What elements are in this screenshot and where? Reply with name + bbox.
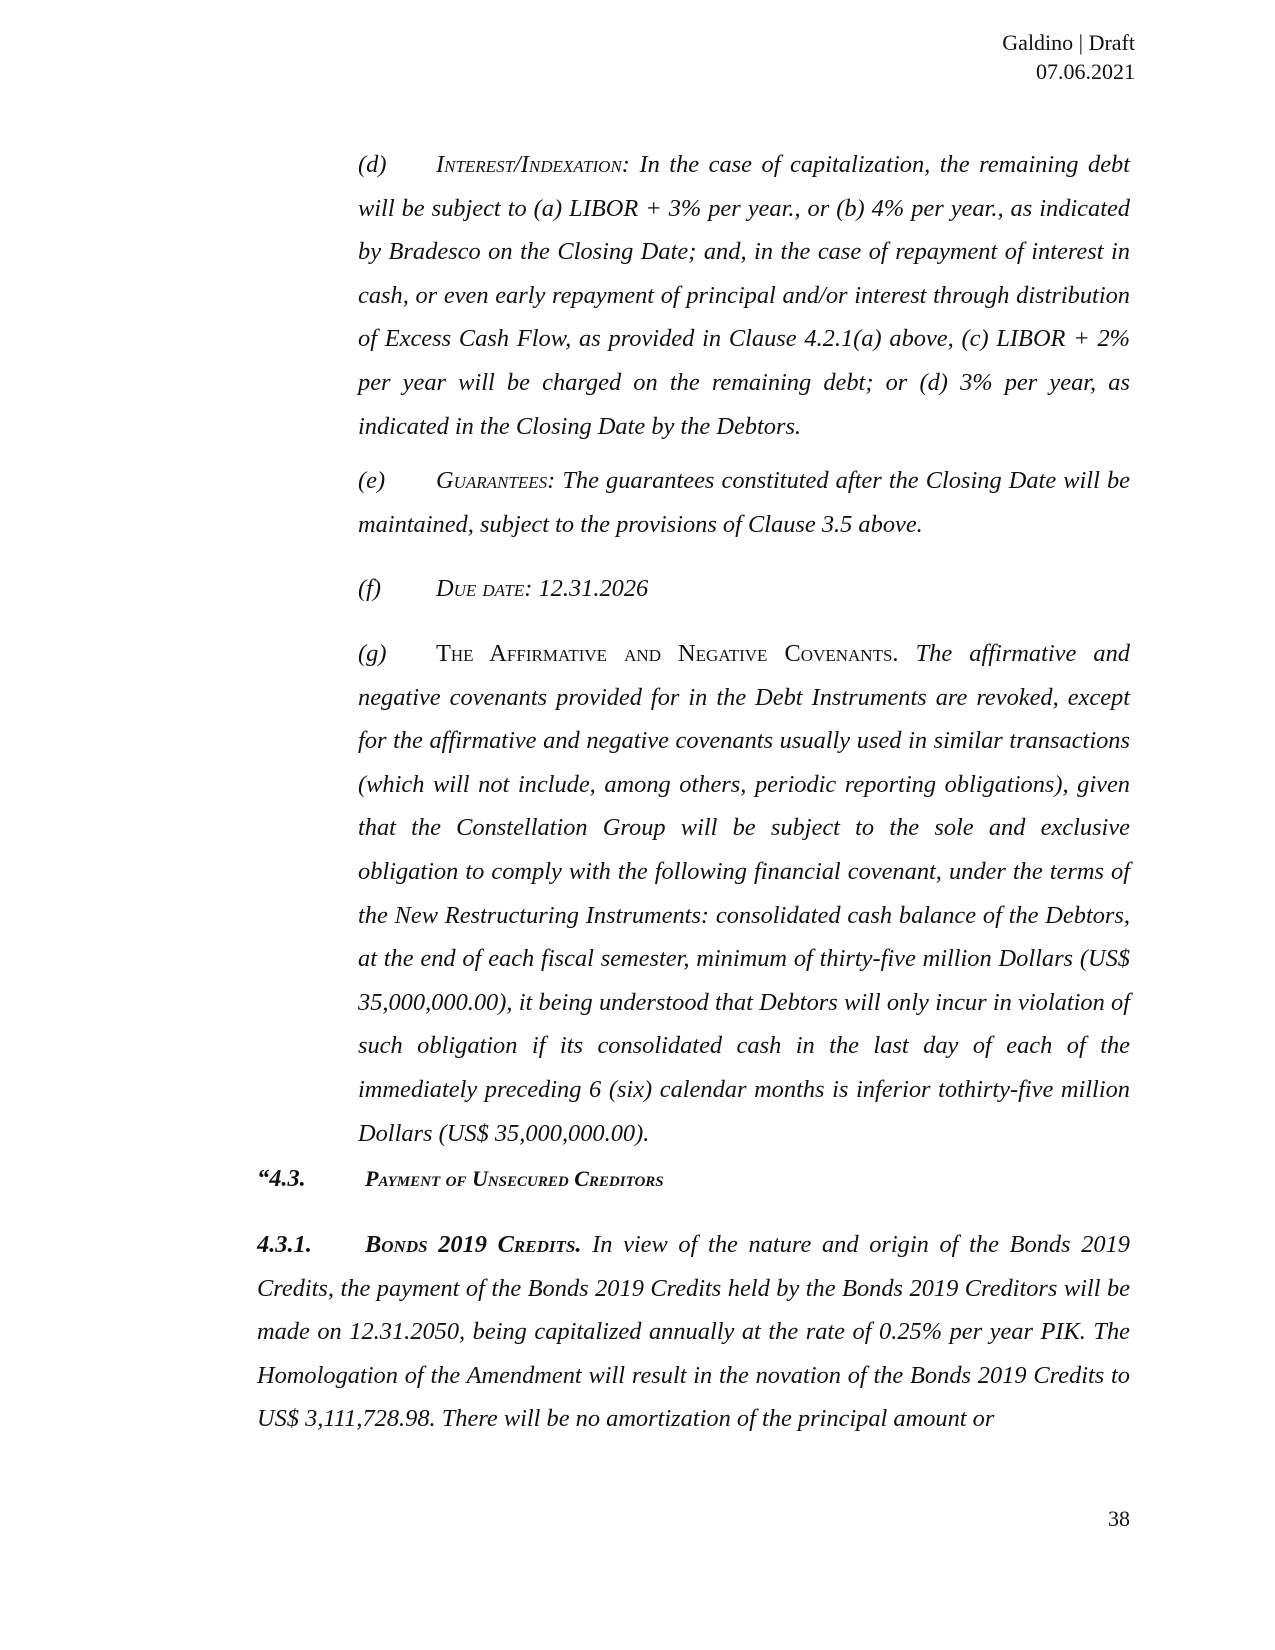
- section-4-3-1-title-a: Bonds: [365, 1231, 439, 1258]
- section-4-3-1-title-b: Credits.: [487, 1231, 582, 1258]
- header-date: 07.06.2021: [1036, 59, 1135, 84]
- item-d-title: Interest/Indexation:: [436, 151, 630, 178]
- section-4-3-number: “4.3.: [257, 1165, 306, 1192]
- item-e-title: Guarantees:: [436, 467, 556, 494]
- item-e-guarantees: [358, 459, 1130, 546]
- section-4-3-title: Payment of Unsecured Creditors: [365, 1166, 664, 1191]
- item-d-text: In the case of capitalization, the remaining debt will be subject to (a) LIBOR + 3% per year., or (b) 4% per year., as indicated by Bradesco on the Closing Date; and, in the case of repayment of interest in cash, or even early repayment of principal and/or interest through distribution of Excess Cash Flow, as provided in Clause 4.2.1(a) above, (c) LIBOR + 2% per year will be charged on the remaining debt; or (d) 3% per year, as indicated in the Closing Date by the Debtors.: [358, 151, 1130, 440]
- item-f-title: Due date:: [436, 575, 533, 602]
- item-d-interest-indexation: [358, 143, 1130, 448]
- item-f-text: 12.31.2026: [532, 575, 649, 602]
- header-draft-label: Galdino | Draft: [1002, 30, 1135, 55]
- section-4-3-1-paragraph: [257, 1223, 1130, 1441]
- item-f-due-date: [358, 567, 1130, 611]
- item-g-title: The Affirmative and Negative Covenants.: [436, 640, 899, 667]
- item-f-marker: (f): [358, 575, 382, 602]
- item-g-text: The affirmative and negative covenants provided for in the Debt Instruments are revoked, except for the affirmative and negative covenants usually used in similar transactions (which will not include, among others, periodic reporting obligations), given that the Constellation Group will be subject to the sole and exclusive obligation to comply with the following financial covenant, under the terms of the New Restructuring Instruments: consolidated cash balance of the Debtors, at the end of each fiscal semester, minimum of thirty-five million Dollars (US$ 35,000,000.00), it being understood that Debtors will only incur in violation of such obligation if its consolidated cash in the last day of each of the immediately preceding 6 (six) calendar months is inferior tothirty-five million Dollars (US$ 35,000,000.00).: [358, 640, 1130, 1147]
- document-header: [1002, 28, 1135, 86]
- page-number: 38: [1108, 1506, 1130, 1531]
- section-4-3-1-text: In view of the nature and origin of the Bonds 2019 Credits, the payment of the Bonds 2019 Credits held by the Bonds 2019 Creditors will be made on 12.31.2050, being capitalized annually at the rate of 0.25% per year PIK. The Homologation of the Amendment will result in the novation of the Bonds 2019 Credits to US$ 3,111,728.98. There will be no amortization of the principal amount or: [257, 1231, 1130, 1433]
- item-e-marker: (e): [358, 467, 386, 494]
- item-g-covenants: [358, 632, 1130, 1155]
- item-e-text: The guarantees constituted after the Closing Date will be maintained, subject to the provisions of Clause 3.5 above.: [358, 467, 1130, 538]
- section-4-3-heading: [257, 1157, 1130, 1201]
- item-g-marker: (g): [358, 640, 387, 667]
- item-d-marker: (d): [358, 151, 387, 178]
- section-4-3-1-title-year: 2019: [438, 1231, 487, 1258]
- section-4-3-1-number: 4.3.1.: [257, 1231, 312, 1258]
